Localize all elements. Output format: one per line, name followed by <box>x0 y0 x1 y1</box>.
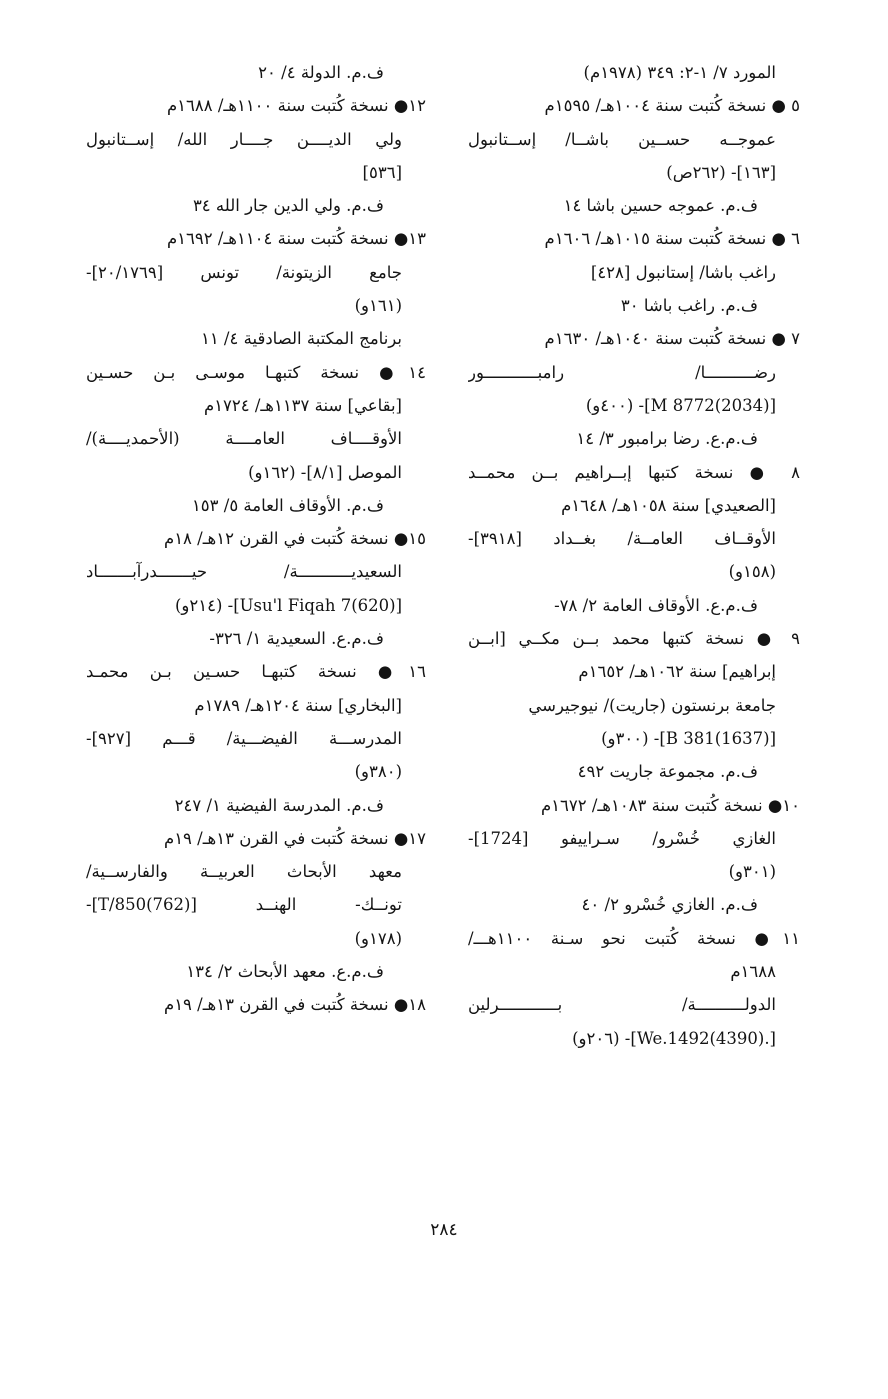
text-line: [البخاري] سنة ١٢٠٤هـ/ ١٧٨٩م <box>194 695 402 715</box>
text-line: [M 8772(2034)]- (٤٠٠و) <box>585 395 776 415</box>
text-line: ١٤● نسخة كتبهـا موسـى بـن حسـين <box>86 362 426 382</box>
text-line: ف.م. ولي الدين جار الله ٣٤ <box>192 196 384 216</box>
text-line: [الصعيدي] سنة ١٠٥٨هـ/ ١٦٤٨م <box>561 495 776 515</box>
text-line: ف.م.ع. رضا برامبور ٣/ ١٤ <box>576 429 758 449</box>
text-line: ف.م. مجموعة جاريت ٤٩٢ <box>577 762 758 782</box>
text-line: ١٦● نسخة كتبهـا حسـين بـن محمـد <box>86 662 426 682</box>
text-line: ١٧● نسخة كُتبت في القرن ١٣هـ/ ١٩م <box>163 828 426 848</box>
text-line: السعيديـــــــــــة/ حيـــــــدرآبـــــــاد <box>86 562 402 582</box>
text-line: ف.م.ع. معهد الأبحاث ٢/ ١٣٤ <box>186 962 384 982</box>
text-line: ٨ ● نسخة كتبها إبــراهيم بــن محمــد <box>468 462 800 482</box>
text-line: ف.م. الدولة ٤/ ٢٠ <box>258 63 384 82</box>
text-line: ٩ ● نسخة كتبها محمد بــن مكــي [ابــن <box>468 629 800 649</box>
text-line: (١٥٨و) <box>728 562 776 582</box>
text-line: إبراهيم] سنة ١٠٦٢هـ/ ١٦٥٢م <box>578 662 776 682</box>
text-line: ١٨● نسخة كُتبت في القرن ١٣هـ/ ١٩م <box>163 995 426 1015</box>
left-column <box>86 56 426 1022</box>
text-line: الأوقــاف العامــة/ بغــداد [٣٩١٨]- <box>468 529 776 549</box>
text-line: المدرســـة الفيضـــية/ قـــم [٩٢٧]- <box>86 728 402 748</box>
text-line: [٥٣٦] <box>362 162 402 182</box>
text-line: [B 381(1637)]- (٣٠٠و) <box>601 728 776 748</box>
text-line: الأوقــــاف العامــــة (الأحمديــــة)/ <box>86 429 402 449</box>
text-line: (١٦١و) <box>354 296 402 316</box>
text-line: راغب باشا/ إستانبول [٤٢٨] <box>590 262 776 282</box>
text-line: ف.م. عموجه حسين باشا ١٤ <box>563 196 758 216</box>
text-line: (١٧٨و) <box>354 928 402 948</box>
text-line: (٣٨٠و) <box>354 762 402 782</box>
text-line: ف.م. الأوقاف العامة ٥/ ١٥٣ <box>191 495 384 515</box>
text-line: ف.م.ع. الأوقاف العامة ٢/ ٧٨- <box>554 595 758 615</box>
text-line: تونــك- الهنــد [T/850(762)]- <box>86 895 402 915</box>
text-line: ١٠● نسخة كُتبت سنة ١٠٨٣هـ/ ١٦٧٢م <box>540 795 800 815</box>
text-line: الغازي خُسْرو/ سـراييفو [1724]- <box>468 828 776 848</box>
text-line: برنامج المكتبة الصادقية ٤/ ١١ <box>200 329 402 349</box>
text-line: (٣٠١و) <box>728 862 776 882</box>
text-line: الموصل [٨/١]- (١٦٢و) <box>248 462 402 482</box>
text-line: رضــــــــــا/ رامبـــــــــــور <box>468 362 776 382</box>
text-line: الدولــــــــــة/ بــــــــــــرلين <box>468 995 776 1015</box>
text-line: ١٥● نسخة كُتبت في القرن ١٢هـ/ ١٨م <box>163 529 426 549</box>
text-line: [Usu'l Fiqah 7(620)]- (٢١٤و) <box>174 595 402 615</box>
text-line: [بقاعي] سنة ١١٣٧هـ/ ١٧٢٤م <box>203 395 402 415</box>
text-line: جامعة برنستون (جاريت)/ نيوجيرسي <box>528 695 776 715</box>
text-line: ف.م.ع. السعيدية ١/ ٣٢٦- <box>209 629 384 649</box>
page-number: ٢٨٤ <box>430 1220 458 1240</box>
text-line: [.We.1492(4390)]- (٢٠٦و) <box>572 1028 776 1048</box>
text-line: ١٢● نسخة كُتبت سنة ١١٠٠هـ/ ١٦٨٨م <box>166 96 426 116</box>
text-line: ٦ ● نسخة كُتبت سنة ١٠١٥هـ/ ١٦٠٦م <box>544 229 800 249</box>
text-line: المورد ٧/ ١-٢: ٣٤٩ (١٩٧٨م) <box>583 63 776 82</box>
text-line: ف.م. راغب باشا ٣٠ <box>620 296 758 316</box>
text-line: ف.م. الغازي خُسْرو ٢/ ٤٠ <box>581 895 758 915</box>
text-line: [١٦٣]- (٢٦٢ص) <box>666 162 776 182</box>
text-line: معهد الأبحاث العربيــة والفارســية/ <box>86 862 402 882</box>
text-line: عموجــه حســين باشــا/ إســتانبول <box>468 129 776 149</box>
text-line: ١٦٨٨م <box>730 962 776 982</box>
text-line: ١٣● نسخة كُتبت سنة ١١٠٤هـ/ ١٦٩٢م <box>166 229 426 249</box>
text-line: ف.م. المدرسة الفيضية ١/ ٢٤٧ <box>174 795 384 815</box>
text-line: جامع الزيتونة/ تونس [٢٠/١٧٦٩]- <box>86 262 402 282</box>
text-line: ٥ ● نسخة كُتبت سنة ١٠٠٤هـ/ ١٥٩٥م <box>544 96 800 116</box>
text-line: ١١● نسخة كُتبت نحو سـنة ١١٠٠هـــ/ <box>468 928 800 948</box>
text-line: ولي الديــــن جــــار الله/ إســتانبول <box>86 129 402 149</box>
right-column <box>468 56 800 1055</box>
text-line: ٧ ● نسخة كُتبت سنة ١٠٤٠هـ/ ١٦٣٠م <box>544 329 800 349</box>
